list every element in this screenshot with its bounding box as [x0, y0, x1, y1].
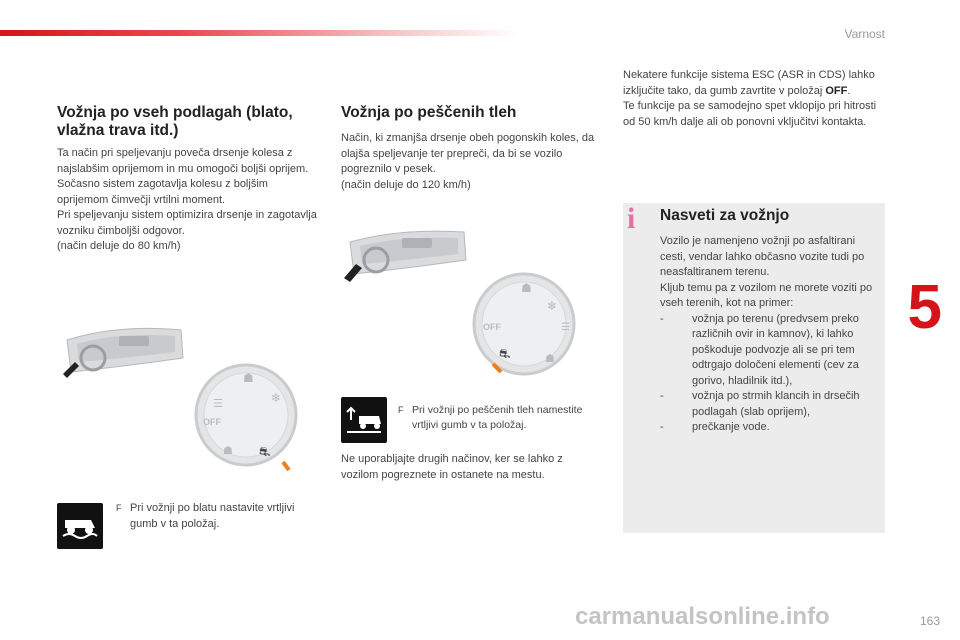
list-dash: -	[660, 312, 664, 325]
step-marker: F	[116, 503, 122, 513]
mode-dial-sand	[471, 268, 577, 380]
list-item-text: vožnja po strmih klancih in drsečih podlagah (slab oprijem),	[692, 390, 860, 418]
list-item	[660, 312, 878, 390]
svg-text:☗: ☗	[545, 352, 555, 365]
col2-paragraph: (način deluje do 120 km/h)	[341, 178, 471, 191]
col2-step	[398, 403, 603, 433]
svg-text:☰: ☰	[213, 397, 223, 410]
svg-text:❄: ❄	[271, 391, 282, 405]
list-item	[660, 389, 878, 420]
col2-body	[341, 131, 597, 193]
dashboard-illustration	[57, 322, 187, 380]
col2-heading: Vožnja po peščenih tleh	[341, 104, 517, 121]
col2-step-text: Pri vožnji po peščenih tleh namestite vrtljivi gumb v ta položaj.	[412, 404, 583, 431]
dashboard-illustration	[340, 226, 470, 282]
col3-paragraph	[623, 68, 885, 99]
info-paragraph: Kljub temu pa z vozilom ne morete voziti po vseh terenih, kot na primer:	[660, 281, 873, 309]
mud-mode-icon	[57, 503, 103, 549]
dial-off-label: OFF	[483, 322, 501, 332]
svg-text:☗: ☗	[243, 371, 254, 385]
dial-off-label: OFF	[203, 417, 221, 427]
info-body	[660, 234, 878, 436]
info-paragraph: Vozilo je namenjeno vožnji po asfaltirani cesti, vendar lahko občasno vozite tudi po neasfaltiranem terenu.	[660, 235, 865, 278]
col3-paragraph: Te funkcije pa se samodejno spet vklopijo pri hitrosti od 50 km/h dalje ali ob ponovni vključitvi kontakta.	[623, 100, 877, 128]
col1-paragraph: Pri speljevanju sistem optimizira drsenje in zagotavlja vozniku čimboljši odgovor.	[57, 209, 317, 237]
info-heading: Nasveti za vožnjo	[660, 207, 790, 224]
off-label: OFF	[825, 84, 848, 97]
svg-text:☗: ☗	[223, 444, 233, 457]
step-marker: F	[398, 405, 404, 415]
col3-text: .	[847, 84, 851, 97]
col1-paragraph: Ta način pri speljevanju poveča drsenje kolesa z najslabšim oprijemom in mu omogoči boljši oprijem. Sočasno sistem zagotavlja kolesu z boljšim oprijemom čimvečji vrtilni moment.	[57, 147, 309, 206]
sand-mode-icon	[341, 397, 387, 443]
list-item-text: vožnja po terenu (predvsem preko različnih ovir in kamnov), ki lahko poškoduje podvozje ali se pri tem odtrgajo določeni elementi (cev za gorivo, hladilnik itd.),	[692, 312, 859, 387]
chapter-number: 5	[907, 273, 942, 342]
watermark: carmanualsonline.info	[575, 603, 830, 630]
info-icon: i	[627, 202, 636, 235]
section-label: Varnost	[844, 27, 885, 41]
svg-text:☗: ☗	[521, 281, 532, 295]
mode-dial-mud	[193, 352, 299, 478]
col3-text: Nekatere funkcije sistema ESC (ASR in CDS) lahko izključite tako, da gumb zavrtite v položaj	[623, 69, 875, 97]
list-item-text: prečkanje vode.	[692, 421, 770, 433]
list-dash: -	[660, 421, 664, 433]
col2-note: Ne uporabljajte drugih načinov, ker se lahko z vozilom pogreznete in ostanete na mestu.	[341, 453, 563, 481]
col1-body	[57, 146, 319, 255]
list-dash: -	[660, 390, 664, 402]
header-accent-bar	[0, 30, 520, 36]
list-item	[660, 420, 878, 436]
col1-heading: Vožnja po vseh podlagah (blato, vlažna trava itd.)	[57, 104, 293, 139]
svg-text:⛐: ⛐	[499, 347, 511, 362]
svg-text:⛐: ⛐	[259, 445, 271, 460]
col1-step-text: Pri vožnji po blatu nastavite vrtljivi gumb v ta položaj.	[130, 502, 295, 530]
col2-paragraph: Način, ki zmanjša drsenje obeh pogonskih koles, da olajša speljevanje ter prepreči, da bi se vozilo pogreznilo v pesek.	[341, 132, 595, 175]
svg-text:❄: ❄	[547, 299, 558, 313]
col3-body	[623, 68, 885, 130]
svg-text:☰: ☰	[561, 322, 570, 333]
col1-step	[116, 501, 316, 532]
page-number: 163	[919, 614, 940, 628]
col1-paragraph: (način deluje do 80 km/h)	[57, 240, 181, 252]
